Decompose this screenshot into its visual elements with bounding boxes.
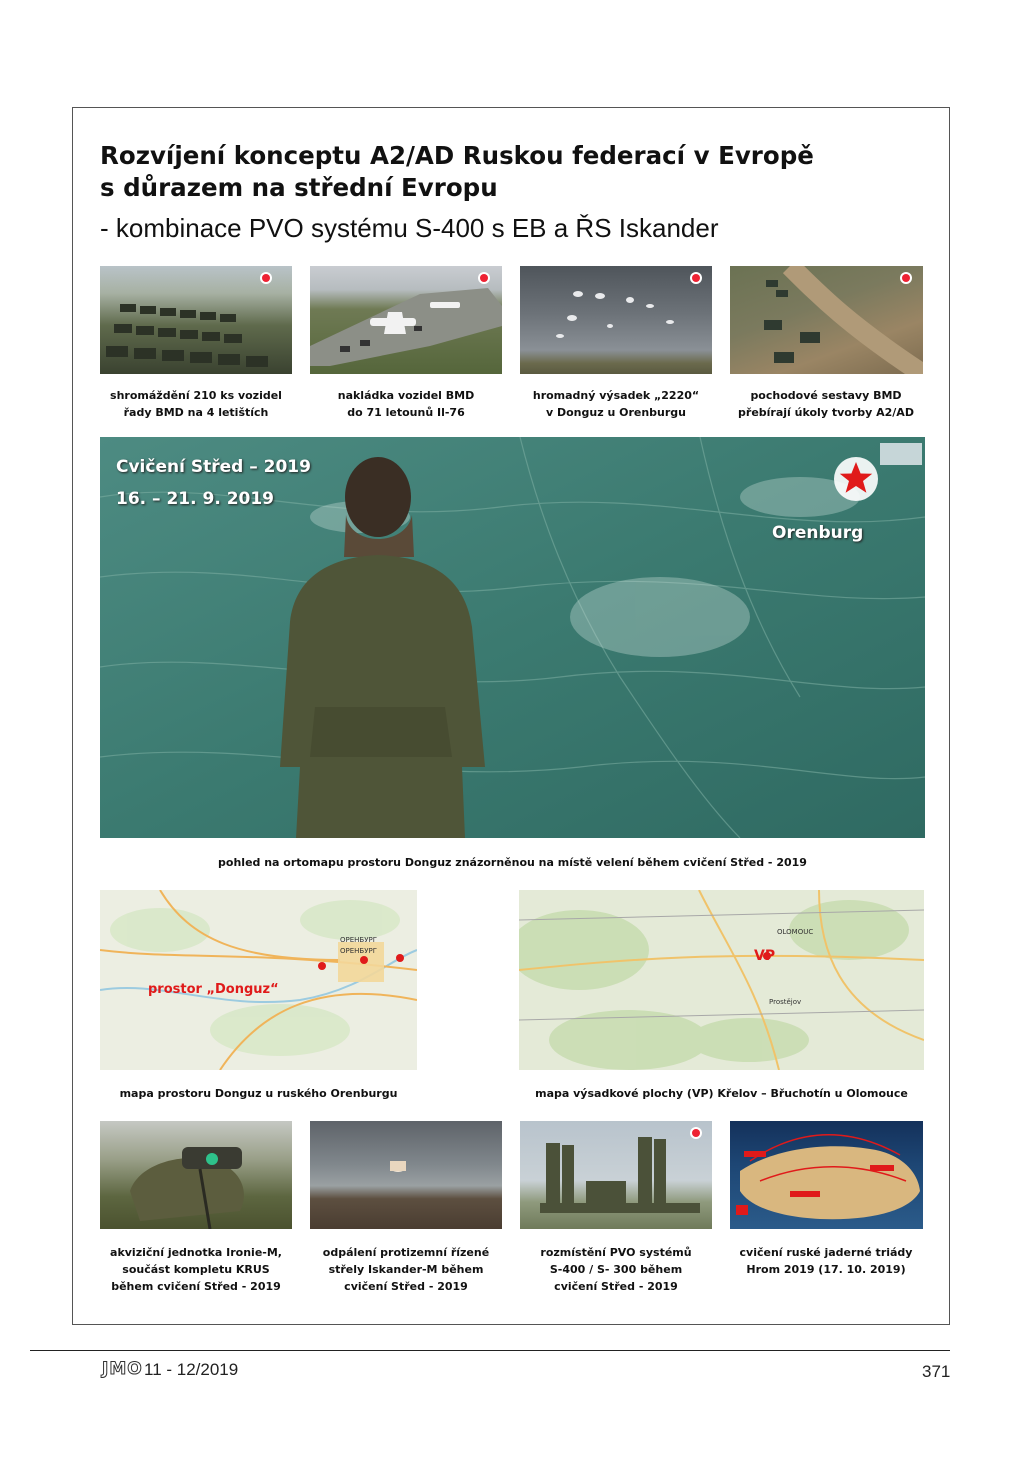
photo-paradrop xyxy=(520,266,712,374)
exercise-name: Cvičení Střed – 2019 xyxy=(116,457,311,477)
map-donguz xyxy=(100,890,417,1070)
caption-ironie-m: akviziční jednotka Ironie-M, součást kompletu KRUS během cvičení Střed - 2019 xyxy=(110,1246,282,1293)
issue-number: 11 - 12/2019 xyxy=(144,1360,239,1379)
caption-paradrop: hromadný výsadek „2220“ v Donguz u Orenburgu xyxy=(532,389,700,419)
page-title: Rozvíjení konceptu A2/AD Ruskou federací v Evropě s důrazem na střední Evropu xyxy=(100,141,814,202)
caption-iskander-launch: odpálení protizemní řízené střely Iskander-M během cvičení Střed - 2019 xyxy=(322,1246,490,1293)
page-number: 371 xyxy=(922,1362,951,1381)
city-label-orenburg: Orenburg xyxy=(772,523,864,543)
caption-bmd-assembly: shromáždění 210 ks vozidel řady BMD na 4 letištích xyxy=(110,389,282,419)
orthomap-image xyxy=(100,437,925,838)
photo-bmd-march xyxy=(730,266,923,374)
caption-map-donguz: mapa prostoru Donguz u ruského Orenburgu xyxy=(119,1087,398,1100)
map-label-donguz: prostor „Donguz“ xyxy=(148,982,279,997)
map-drop-zone xyxy=(519,890,924,1070)
photo-iskander-launch xyxy=(310,1121,502,1229)
photo-il76-loading xyxy=(310,266,502,374)
caption-map-drop-zone: mapa výsadkové plochy (VP) Křelov – Břuchotín u Olomouce xyxy=(535,1087,908,1100)
map-city-label: ОРЕНБУРГ xyxy=(340,936,377,944)
footer-divider xyxy=(30,1350,950,1351)
photo-bmd-assembly xyxy=(100,266,292,374)
exercise-dates: 16. – 21. 9. 2019 xyxy=(116,489,275,509)
map-city-label: OLOMOUC xyxy=(777,928,814,936)
caption-orthomap: pohled na ortomapu prostoru Donguz znázorněnou na místě velení během cvičení Střed - 2019 xyxy=(218,856,807,869)
caption-bmd-march: pochodové sestavy BMD přebírají úkoly tvorby A2/AD xyxy=(738,389,914,419)
photo-hrom-2019 xyxy=(730,1121,923,1229)
map-city-label: ОРЕНБУРГ xyxy=(340,947,377,955)
page-subtitle: - kombinace PVO systému S-400 s EB a ŘS Iskander xyxy=(100,213,719,243)
journal-logo: JMO xyxy=(102,1359,143,1379)
map-town-label: Prostějov xyxy=(769,998,802,1006)
map-label-vp: VP xyxy=(754,948,776,964)
caption-s400: rozmístění PVO systémů S-400 / S- 300 během cvičení Střed - 2019 xyxy=(540,1246,692,1293)
caption-il76-loading: nakládka vozidel BMD do 71 letounů Il-76 xyxy=(337,389,475,419)
photo-ironie-m xyxy=(100,1121,292,1229)
caption-hrom-2019: cvičení ruské jaderné triády Hrom 2019 (17. 10. 2019) xyxy=(739,1246,913,1276)
photo-s400 xyxy=(520,1121,712,1229)
